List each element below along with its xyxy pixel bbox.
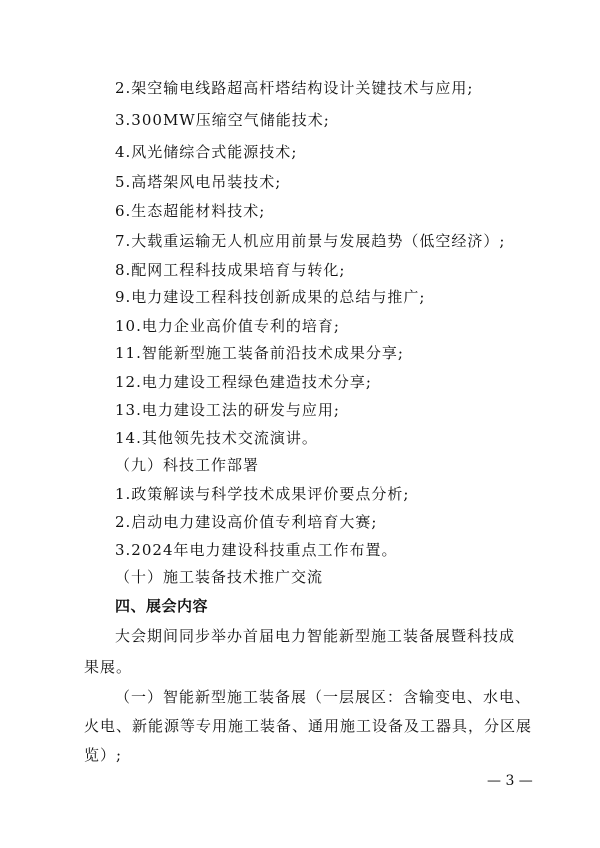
paragraph-line-4: 火电、新能源等专用施工装备、通用施工设备及工器具，分区展 (84, 717, 533, 735)
topic-item-8: 8.配网工程科技成果培育与转化; (115, 261, 346, 279)
paragraph-line-2: 果展。 (84, 658, 133, 676)
topic-item-3: 3.300MW压缩空气储能技术; (115, 111, 330, 129)
topic-item-11: 11.智能新型施工装备前沿技术成果分享; (115, 344, 404, 362)
topic-item-9: 9.电力建设工程科技创新成果的总结与推广; (115, 288, 426, 306)
deployment-item-2: 2.启动电力建设高价值专利培育大赛; (115, 513, 378, 531)
topic-item-13: 13.电力建设工法的研发与应用; (115, 401, 340, 419)
deployment-item-1: 1.政策解读与科学技术成果评价要点分析; (115, 485, 410, 503)
topic-item-14: 14.其他领先技术交流演讲。 (115, 429, 318, 447)
chapter-heading-4: 四、展会内容 (115, 597, 209, 615)
page-number: — 3 — (487, 773, 533, 789)
topic-item-4: 4.风光储综合式能源技术; (115, 143, 298, 161)
topic-item-10: 10.电力企业高价值专利的培育; (115, 317, 340, 335)
topic-item-5: 5.高塔架风电吊装技术; (115, 173, 282, 191)
paragraph-line-3: （一）智能新型施工装备展（一层展区：含输变电、水电、 (115, 688, 532, 706)
topic-item-12: 12.电力建设工程绿色建造技术分享; (115, 373, 372, 391)
paragraph-line-1: 大会期间同步举办首届电力智能新型施工装备展暨科技成 (115, 627, 516, 645)
section-heading-10: （十）施工装备技术推广交流 (115, 568, 324, 586)
section-heading-9: （九）科技工作部署 (115, 456, 260, 474)
deployment-item-3: 3.2024年电力建设科技重点工作布置。 (115, 541, 398, 559)
paragraph-line-5: 览）; (84, 746, 123, 764)
topic-item-2: 2.架空输电线路超高杆塔结构设计关键技术与应用; (115, 79, 474, 97)
topic-item-7: 7.大载重运输无人机应用前景与发展趋势（低空经济）; (115, 232, 506, 250)
topic-item-6: 6.生态超能材料技术; (115, 202, 266, 220)
